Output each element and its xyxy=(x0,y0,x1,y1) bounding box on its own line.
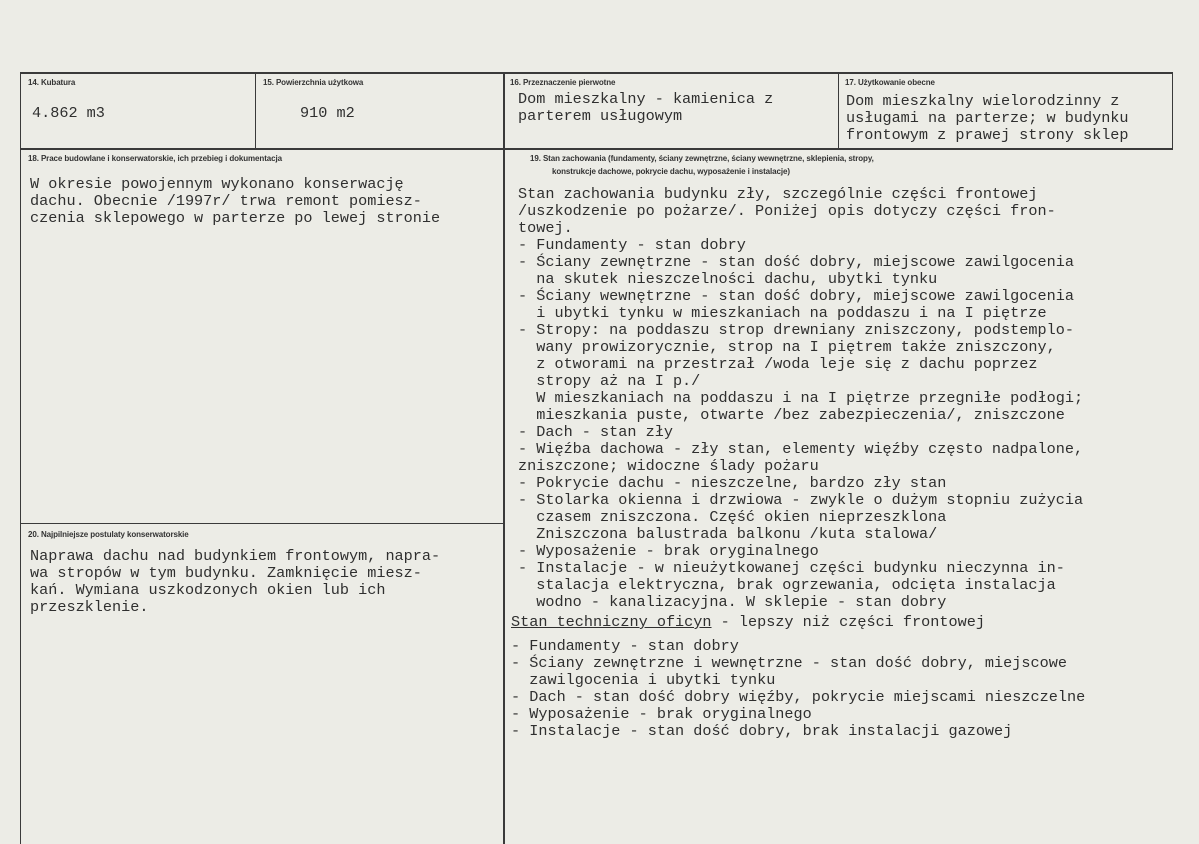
field-19-line: - Instalacje - w nieużytkowanej części budynku nieczynna in- xyxy=(518,559,1065,577)
field-19-line: Stan zachowania budynku zły, szczególnie części frontowej xyxy=(518,185,1038,203)
oficyna-line: - Fundamenty - stan dobry xyxy=(511,637,739,655)
field-19-line: W mieszkaniach na poddaszu i na I piętrze przegniłe podłogi; xyxy=(518,389,1084,407)
field-18-label: 18. Prace budowlane i konserwatorskie, ich przebieg i dokumentacja xyxy=(28,154,282,163)
field-19-line: - Dach - stan zły xyxy=(518,423,673,441)
field-18-value xyxy=(30,176,440,227)
oficyna-heading-rest: - lepszy niż części frontowej xyxy=(711,613,985,631)
field-20-line: przeszklenie. xyxy=(30,598,149,616)
field-16-line: parterem usługowym xyxy=(518,107,683,125)
field-19-line: - Wyposażenie - brak oryginalnego xyxy=(518,542,819,560)
field-17-value xyxy=(846,93,1129,144)
field-19-line: - Ściany zewnętrzne - stan dość dobry, miejscowe zawilgocenia xyxy=(518,253,1074,271)
field-15-value: 910 m2 xyxy=(300,104,355,122)
oficyna-line: - Ściany zewnętrzne i wewnętrzne - stan dość dobry, miejscowe xyxy=(511,654,1067,672)
field-20-line: wa stropów w tym budynku. Zamknięcie miesz- xyxy=(30,564,422,582)
field-19-line: na skutek nieszczelności dachu, ubytki tynku xyxy=(518,270,938,288)
field-18-line: dachu. Obecnie /1997r/ trwa remont pomiesz- xyxy=(30,192,422,210)
field-20-line: Naprawa dachu nad budynkiem frontowym, napra- xyxy=(30,547,441,565)
left-border xyxy=(20,72,21,844)
oficyna-line: - Wyposażenie - brak oryginalnego xyxy=(511,705,812,723)
field-20-line: kań. Wymiana uszkodzonych okien lub ich xyxy=(30,581,386,599)
oficyna-list xyxy=(511,638,1085,740)
field-19-line: wodno - kanalizacyjna. W sklepie - stan dobry xyxy=(518,593,947,611)
field-19-line: - Ściany wewnętrzne - stan dość dobry, miejscowe zawilgocenia xyxy=(518,287,1074,305)
field-20-value xyxy=(30,548,440,616)
field-19-line: mieszkania puste, otwarte /bez zabezpieczenia/, zniszczone xyxy=(518,406,1065,424)
field-19-value xyxy=(518,186,1083,611)
field-19-line: - Stolarka okienna i drzwiowa - zwykle o dużym stopniu zużycia xyxy=(518,491,1084,509)
field-16-line: Dom mieszkalny - kamienica z xyxy=(518,90,774,108)
field-19-line: towej. xyxy=(518,219,573,237)
field-19-line: czasem zniszczona. Część okien nieprzeszklona xyxy=(518,508,947,526)
field-19-line: - Pokrycie dachu - nieszczelne, bardzo zły stan xyxy=(518,474,947,492)
field-14-value: 4.862 m3 xyxy=(32,104,105,122)
divider-14-15 xyxy=(255,72,256,150)
field-17-label: 17. Użytkowanie obecne xyxy=(845,78,935,87)
oficyna-heading-line xyxy=(511,614,985,631)
field-19-line: stropy aż na I p./ xyxy=(518,372,701,390)
field-18-line: W okresie powojennym wykonano konserwację xyxy=(30,175,404,193)
field-18-line: czenia sklepowego w parterze po lewej stronie xyxy=(30,209,441,227)
divider-main xyxy=(503,72,505,844)
field-20-label: 20. Najpilniejsze postulaty konserwatorskie xyxy=(28,530,189,539)
divider-16-17 xyxy=(838,72,839,150)
section-20-rule xyxy=(20,523,505,524)
top-rule xyxy=(20,72,1173,74)
field-15-label: 15. Powierzchnia użytkowa xyxy=(263,78,364,87)
field-17-line: Dom mieszkalny wielorodzinny z xyxy=(846,92,1120,110)
oficyna-line: zawilgocenia i ubytki tynku xyxy=(511,671,776,689)
field-19-line: z otworami na przestrzał /woda leje się z dachu poprzez xyxy=(518,355,1038,373)
field-17-line: usługami na parterze; w budynku xyxy=(846,109,1129,127)
field-19-line: - Więźba dachowa - zły stan, elementy więźby często nadpalone, xyxy=(518,440,1084,458)
field-16-value xyxy=(518,91,773,125)
field-19-label-continued: konstrukcje dachowe, pokrycie dachu, wyposażenie i instalacje) xyxy=(552,167,790,176)
oficyna-line: - Dach - stan dość dobry więźby, pokrycie miejscami nieszczelne xyxy=(511,688,1086,706)
field-19-line: Zniszczona balustrada balkonu /kuta stalowa/ xyxy=(518,525,938,543)
field-19-line: /uszkodzenie po pożarze/. Poniżej opis dotyczy części fron- xyxy=(518,202,1056,220)
field-19-line: - Fundamenty - stan dobry xyxy=(518,236,746,254)
oficyna-heading: Stan techniczny oficyn xyxy=(511,613,712,631)
oficyna-line: - Instalacje - stan dość dobry, brak instalacji gazowej xyxy=(511,722,1013,740)
field-19-line: - Stropy: na poddaszu strop drewniany zniszczony, podstemplo- xyxy=(518,321,1074,339)
field-19-line: stalacja elektryczna, brak ogrzewania, odcięta instalacja xyxy=(518,576,1056,594)
oficyna-section xyxy=(511,614,985,631)
field-19-line: zniszczone; widoczne ślady pożaru xyxy=(518,457,819,475)
header-row-rule xyxy=(20,148,1173,150)
field-19-line: wany prowizorycznie, strop na I piętrem także zniszczony, xyxy=(518,338,1056,356)
field-16-label: 16. Przeznaczenie pierwotne xyxy=(510,78,616,87)
field-17-line: frontowym z prawej strony sklep xyxy=(846,126,1129,144)
field-14-label: 14. Kubatura xyxy=(28,78,76,87)
field-19-line: i ubytki tynku w mieszkaniach na poddaszu i na I piętrze xyxy=(518,304,1047,322)
right-border xyxy=(1172,72,1173,150)
field-19-label: 19. Stan zachowania (fundamenty, ściany zewnętrzne, ściany wewnętrzne, sklepienia, stropy, xyxy=(530,154,874,163)
